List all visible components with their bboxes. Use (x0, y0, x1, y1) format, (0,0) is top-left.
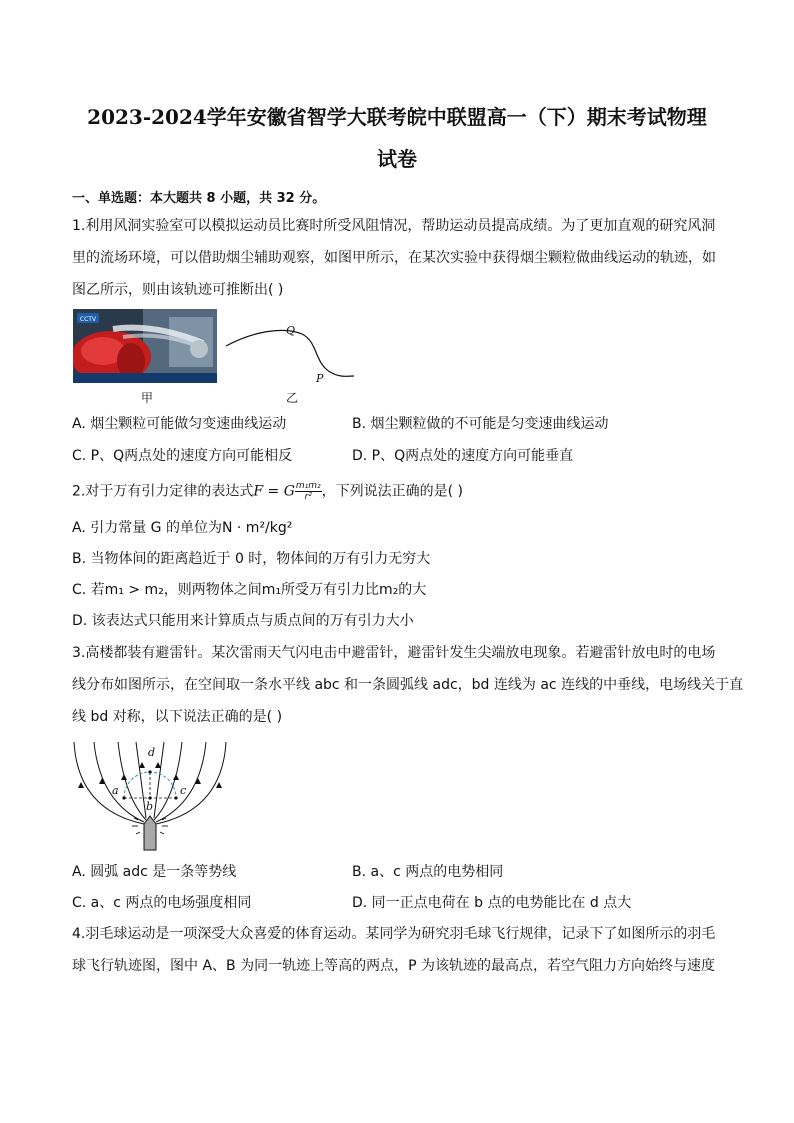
q2-option-c: C. 若m₁ > m₂，则两物体之间m₁所受万有引力比m₂的大 (72, 582, 427, 598)
exam-title-line2: 试卷 (377, 147, 417, 171)
q3-option-c: C. a、c 两点的电场强度相同 (72, 895, 252, 911)
q2-formula-fraction (295, 481, 322, 502)
q2-formula-numerator: m₁m₂ (295, 481, 321, 491)
q3-label-a: a (112, 784, 119, 797)
q2-option-a: A. 引力常量 G 的单位为N · m²/kg² (72, 520, 293, 536)
q1-label-p: P (316, 372, 324, 385)
q1-line1: 1.利用风洞实验室可以模拟运动员比赛时所受风阻情况，帮助运动员提高成绩。为了更加直观的研究风洞 (72, 218, 716, 234)
q3-line1: 3.高楼都装有避雷针。某次雷雨天气闪电击中避雷针，避雷针发生尖端放电现象。若避雷针放电时的电场 (72, 645, 716, 661)
q2-option-b: B. 当物体间的距离趋近于 0 时，物体间的万有引力无穷大 (72, 551, 431, 567)
q3-option-d: D. 同一正点电荷在 b 点的电势能比在 d 点大 (352, 895, 632, 911)
section-heading: 一、单选题：本大题共 8 小题，共 32 分。 (72, 191, 326, 206)
q4-line1: 4.羽毛球运动是一项深受大众喜爱的体育运动。某同学为研究羽毛球飞行规律，记录下了如图所示的羽毛 (72, 926, 716, 942)
q1-figure-jia-photo (73, 309, 217, 383)
q2-stem (72, 481, 732, 502)
q2-option-d: D. 该表达式只能用来计算质点与质点间的万有引力大小 (72, 613, 414, 629)
q1-option-c: C. P、Q两点处的速度方向可能相反 (72, 448, 293, 464)
q3-line3: 线 bd 对称，以下说法正确的是( ) (72, 709, 283, 725)
q1-option-d: D. P、Q两点处的速度方向可能垂直 (352, 448, 574, 464)
q2-formula-lhs: F = G (253, 483, 295, 500)
q2-stem-pre: 2.对于万有引力定律的表达式 (72, 483, 254, 500)
q4-line2: 球飞行轨迹图，图中 A、B 为同一轨迹上等高的两点，P 为该轨迹的最高点，若空气阻力方向始终与速度 (72, 958, 715, 974)
q1-option-b: B. 烟尘颗粒做的不可能是匀变速曲线运动 (352, 416, 609, 432)
q1-photo-badge: CCTV (79, 316, 97, 323)
q3-label-b: b (146, 800, 154, 813)
q1-line2: 里的流场环境，可以借助烟尘辅助观察，如图甲所示，在某次实验中获得烟尘颗粒做曲线运动的轨迹，如 (72, 250, 716, 266)
q1-figure-yi-trajectory (222, 322, 362, 392)
q3-label-c: c (180, 784, 187, 797)
q1-label-q: Q (286, 324, 296, 337)
q2-stem-post: ，下列说法正确的是( ) (321, 483, 464, 500)
q1-line3: 图乙所示，则由该轨迹可推断出( ) (72, 282, 284, 298)
q2-formula-denominator: r² (304, 492, 312, 502)
q1-option-a: A. 烟尘颗粒可能做匀变速曲线运动 (72, 416, 287, 432)
q3-figure-field-lines (70, 740, 230, 852)
q3-option-a: A. 圆弧 adc 是一条等势线 (72, 864, 237, 880)
q3-line2: 线分布如图所示，在空间取一条水平线 abc 和一条圆弧线 adc，bd 连线为 ac 连线的中垂线，电场线关于直 (72, 677, 744, 693)
q3-label-d: d (148, 746, 156, 759)
q1-figure-yi-caption: 乙 (286, 391, 299, 405)
q3-option-b: B. a、c 两点的电势相同 (352, 864, 504, 880)
q1-figure-jia-caption: 甲 (141, 391, 154, 405)
exam-title-line1: 2023-2024学年安徽省智学大联考皖中联盟高一（下）期末考试物理 (87, 105, 707, 129)
